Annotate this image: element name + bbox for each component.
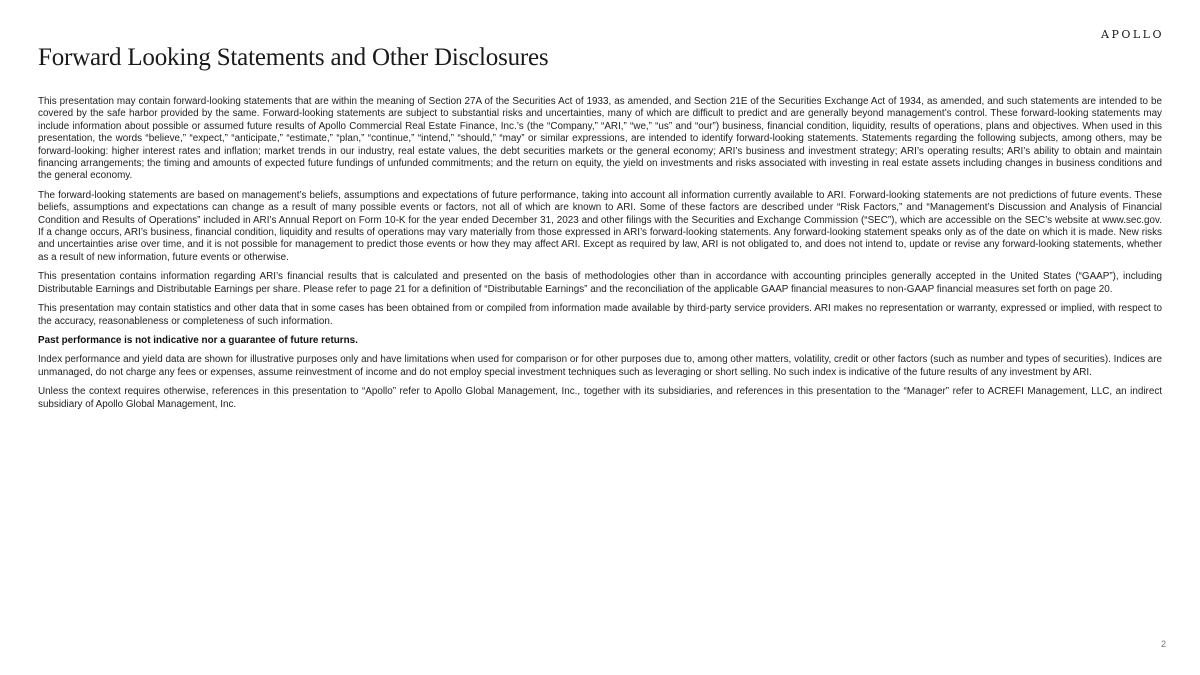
paragraph-management-beliefs: The forward-looking statements are based on management’s beliefs, assumptions and expectations of future performance, taking into account all information currently available to ARI. Forward-looking statements are not predictions of future events. These beliefs, assumptions and expectations can change as a result of many possible events or factors, not all of which are known to ARI. Some of these factors are described under “Risk Factors,” and “Management’s Discussion and Analysis of Financial Condition and Results of Operations” included in ARI’s Annual Report on Form 10-K for the year ended December 31, 2023 and other filings with the Securities and Exchange Commission (“SEC”), which are accessible on the SEC’s website at www.sec.gov. If a change occurs, ARI’s business, financial condition, liquidity and results of operations may vary materially from those expressed in ARI’s forward-looking statements. Any forward-looking statement speaks only as of the date on which it is made. New risks and uncertainties arise over time, and it is not possible for management to predict those events or how they may affect ARI. Except as required by law, ARI is not obligated to, and does not intend to, update or revise any forward-looking statements, whether as a result of new information, future events or otherwise. <box>38 189 1162 263</box>
paragraph-past-performance: Past performance is not indicative nor a guarantee of future returns. <box>38 334 358 346</box>
paragraph-third-party-data: This presentation may contain statistics and other data that in some cases has been obtained from or compiled from information made available by third-party service providers. ARI makes no representation or warranty, expressed or implied, with respect to the accuracy, reasonableness or completeness of such information. <box>38 303 1162 327</box>
paragraph-non-gaap: This presentation contains information regarding ARI’s financial results that is calculated and presented on the basis of methodologies other than in accordance with accounting principles generally accepted in the United States (“GAAP”), including Distributable Earnings and Distributable Earnings per share. Please refer to page 21 for a definition of “Distributable Earnings” and the reconciliation of the applicable GAAP financial measures to non-GAAP financial measures set forth on page 20. <box>38 271 1162 295</box>
disclosure-body <box>38 96 1162 418</box>
page-number: 2 <box>1160 639 1166 649</box>
apollo-logo: APOLLO <box>1101 28 1164 41</box>
paragraph-forward-looking-intro: This presentation may contain forward-looking statements that are within the meaning of Section 27A of the Securities Act of 1933, as amended, and Section 21E of the Securities Exchange Act of 1934, as amended, and such statements are intended to be covered by the safe harbor provided by the same. Forward-looking statements are subject to substantial risks and uncertainties, many of which are difficult to predict and are generally beyond management’s control. These forward-looking statements may include information about possible or assumed future results of Apollo Commercial Real Estate Finance, Inc.’s (the “Company,” “ARI,” “we,” “us” and “our”) business, financial condition, liquidity, results of operations, plans and objectives. When used in this presentation, the words “believe,” “expect,” “anticipate,” “estimate,” “plan,” “continue,” “intend,” “should,” “may” or similar expressions, are intended to identify forward-looking statements. Statements regarding the following subjects, among others, may be forward-looking: higher interest rates and inflation; market trends in our industry, real estate values, the debt securities markets or the general economy; ARI’s business and investment strategy; ARI’s operating results; ARI’s ability to obtain and maintain financing arrangements; the timing and amounts of expected future fundings of unfunded commitments; and the return on equity, the yield on investments and risks associated with investing in real estate assets including changes in business conditions and the general economy. <box>38 96 1162 182</box>
page-title: Forward Looking Statements and Other Disclosures <box>38 44 549 71</box>
paragraph-apollo-references: Unless the context requires otherwise, references in this presentation to “Apollo” refer to Apollo Global Management, Inc., together with its subsidiaries, and references in this presentation to the “Manager” refer to ACREFI Management, LLC, an indirect subsidiary of Apollo Global Management, Inc. <box>38 386 1162 410</box>
paragraph-index-performance: Index performance and yield data are shown for illustrative purposes only and have limitations when used for comparison or for other purposes due to, among other matters, volatility, credit or other factors (such as number and types of securities). Indices are unmanaged, do not charge any fees or expenses, assume reinvestment of income and do not employ special investment techniques such as leveraging or short selling. No such index is indicative of the future results of any investment by ARI. <box>38 354 1162 378</box>
